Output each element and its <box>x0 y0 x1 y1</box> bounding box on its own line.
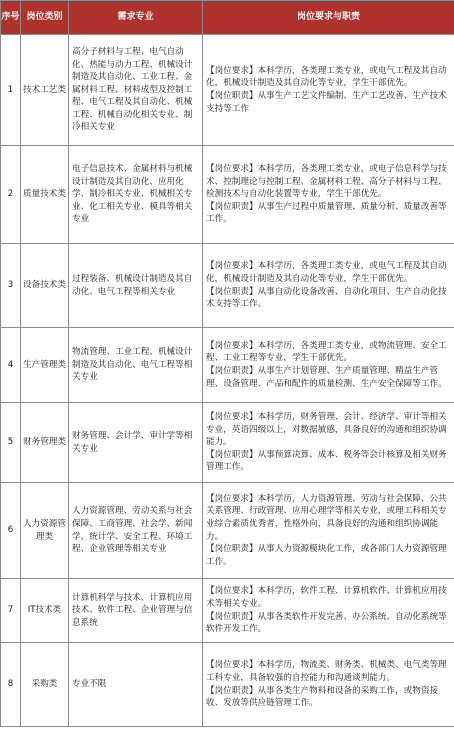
row-duty: 【岗位职责】从事预算决算、成本、税务等会计核算及相关财务管理工作。 <box>206 449 447 473</box>
row-category: 设备技术类 <box>21 244 69 328</box>
row-requirement: 【岗位要求】本科学历，人力资源管理、劳动与社会保障、公共关系管理、行政管理、应用心理学等相关专业，或理工科相关专业综合素质优秀者，性格外向，具备良好的沟通和组织协调能力。 <box>206 493 447 542</box>
row-majors: 人力资源管理、劳动关系与社会保障、工商管理、社会学、新闻学、统计学、安全工程、环境工程、企业管理等相关专业 <box>69 483 203 579</box>
row-responsibilities <box>203 328 454 403</box>
row-majors: 高分子材料与工程、电气自动化、热能与动力工程、机械设计制造及其自动化、工业工程、金属材料工程、材料成型及控制工程、电气工程及其自动化、机械工程、机械自动化相关专业、制冷相关专业 <box>69 35 203 146</box>
row-majors: 计算机科学与技术、计算机应用技术、软件工程、企业管理与信息系统 <box>69 579 203 643</box>
row-requirement: 【岗位要求】本科学历，物流类、财务类、机械类、电气类等理工科专业，具备较强的自控能力和沟通谈判能力。 <box>206 660 447 683</box>
row-category: 财务管理类 <box>21 403 69 483</box>
row-index: 6 <box>1 483 21 579</box>
row-index: 8 <box>1 643 21 727</box>
table-row <box>1 579 454 643</box>
row-responsibilities <box>203 146 454 244</box>
row-majors: 专业不限 <box>69 643 203 727</box>
header-responsibilities: 岗位要求与职责 <box>203 1 454 35</box>
row-requirement: 【岗位要求】本科学历，各类理工类专业，或电气工程及其自动化，机械设计制造及其自动化等专业，学生干部优先。 <box>206 261 447 284</box>
row-responsibilities <box>203 483 454 579</box>
row-responsibilities <box>203 643 454 727</box>
row-duty: 【岗位职责】从事生产过程中质量管理、质量分析、质量改善等工作。 <box>206 201 447 225</box>
table-row <box>1 328 454 403</box>
table-row <box>1 244 454 328</box>
row-index: 2 <box>1 146 21 244</box>
row-responsibilities <box>203 35 454 146</box>
row-requirement: 【岗位要求】本科学历，各类理工类专业，或物流管理、安全工程、工业工程等专业，学生干部优先。 <box>206 340 447 364</box>
header-index: 序号 <box>1 1 21 35</box>
row-responsibilities <box>203 244 454 328</box>
row-majors: 电子信息技术、金属材料与机械设计制造及其自动化、应用化学、制冷相关专业、机械相关专业、化工相关专业、模具等相关专业 <box>69 146 203 244</box>
row-duty: 【岗位职责】从事人力资源模块化工作，或各部门人力资源管理工作。 <box>206 544 447 567</box>
table-row <box>1 643 454 727</box>
table-row <box>1 403 454 483</box>
row-responsibilities <box>203 579 454 643</box>
row-responsibilities <box>203 403 454 483</box>
row-duty: 【岗位职责】从事生产计划管理、生产质量管理、精益生产管理、设备管理、产品和配件的质量检测、生产安全保障等工作。 <box>206 366 447 389</box>
row-requirement: 【岗位要求】本科学历，财务管理、会计、经济学、审计等相关专业，英语四级以上，对数据敏感，具备良好的沟通和组织协调能力。 <box>206 412 447 448</box>
row-category: IT技术类 <box>21 579 69 643</box>
row-majors: 财务管理、会计学、审计学等相关专业 <box>69 403 203 483</box>
row-majors: 过程装备、机械设计制造及其自动化、电气工程等相关专业 <box>69 244 203 328</box>
row-requirement: 【岗位要求】本科学历，各类理工类专业，或电气工程及其自动化，机械设计制造及其自动化等专业，学生干部优先。 <box>206 65 447 89</box>
row-duty: 【岗位职责】从事生产工艺文件编制、生产工艺改善、生产技术支持等工作 <box>206 91 447 114</box>
row-index: 1 <box>1 35 21 146</box>
row-category: 生产管理类 <box>21 328 69 403</box>
row-requirement: 【岗位要求】本科学历，软件工程、计算机软件、计算机应用技术等相关专业。 <box>206 586 447 609</box>
row-index: 3 <box>1 244 21 328</box>
header-category: 岗位类别 <box>21 1 69 35</box>
row-category: 技术工艺类 <box>21 35 69 146</box>
table-row <box>1 483 454 579</box>
header-majors: 需求专业 <box>69 1 203 35</box>
row-duty: 【岗位职责】从事自动化设备改善、自动化项目、生产自动化技术支持等工作。 <box>206 286 447 310</box>
table-row <box>1 146 454 244</box>
table-row <box>1 35 454 146</box>
row-category: 人力资源管理类 <box>21 483 69 579</box>
row-index: 5 <box>1 403 21 483</box>
table-header-row <box>1 1 454 35</box>
row-category: 质量技术类 <box>21 146 69 244</box>
row-index: 4 <box>1 328 21 403</box>
row-requirement: 【岗位要求】本科学历，各类理工类专业，或电子信息科学与技术、控制理论与控制工程、金属材料工程、高分子材料与工程、检测技术与自动化装置等专业，学生干部优先。 <box>206 164 447 200</box>
row-duty: 【岗位职责】从事各类生产物料和设备的采购工作，或物资接收、发放等供应链管理工作。 <box>206 685 439 709</box>
row-index: 7 <box>1 579 21 643</box>
row-category: 采购类 <box>21 643 69 727</box>
row-duty: 【岗位职责】从事各类软件开发完善、办公系统、自动化系统等软件开发工作。 <box>206 611 447 635</box>
row-majors: 物流管理、工业工程、机械设计制造及其自动化、电气工程等相关专业 <box>69 328 203 403</box>
